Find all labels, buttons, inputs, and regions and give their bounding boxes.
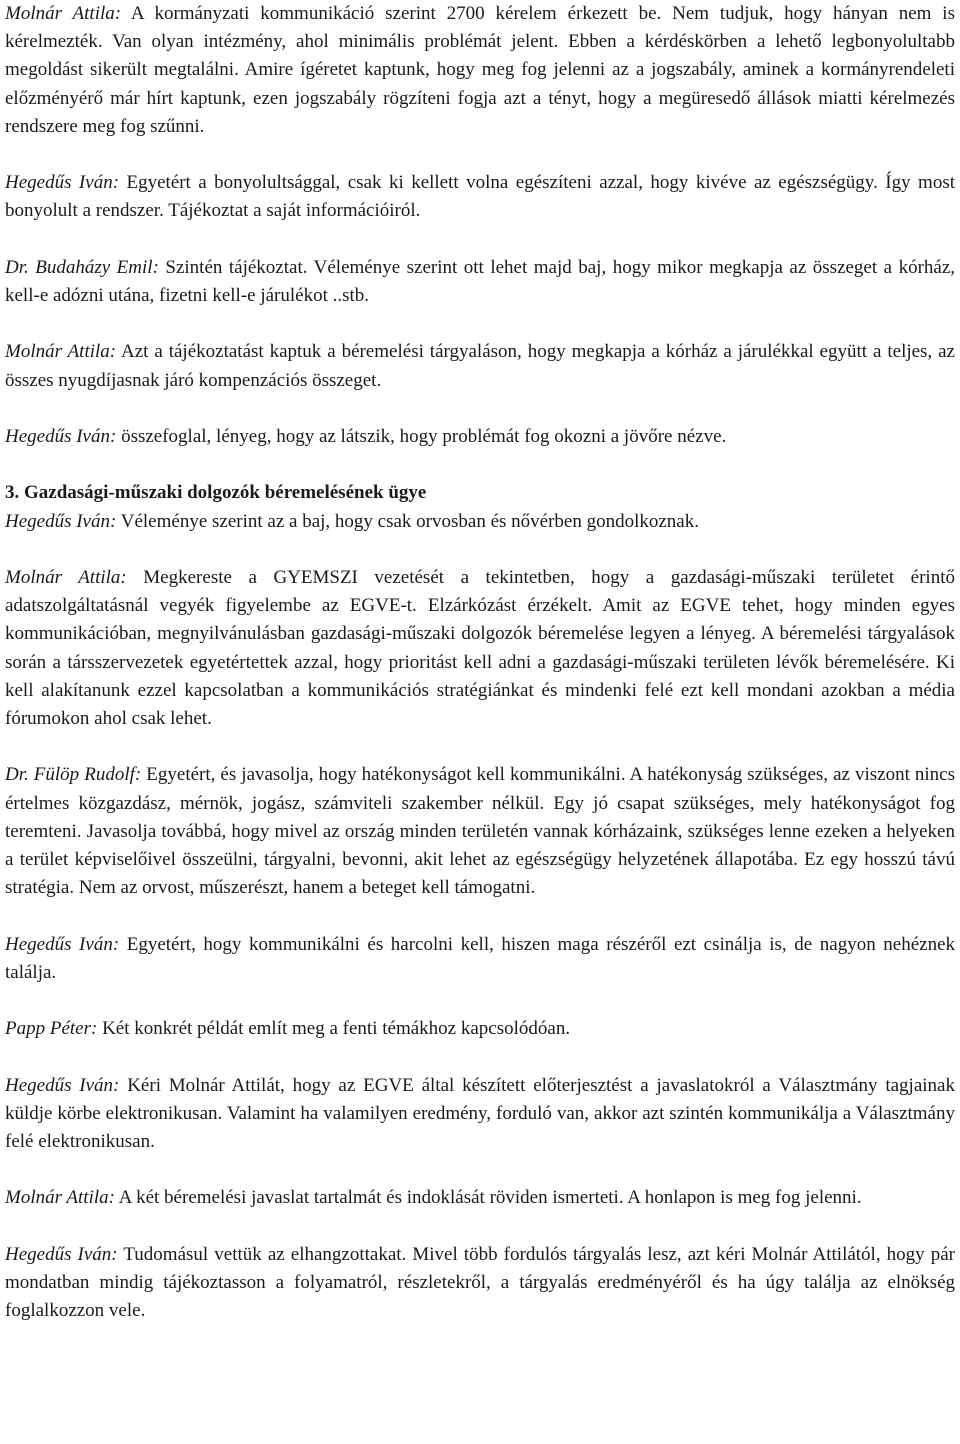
- speaker-name: Molnár Attila:: [5, 566, 127, 588]
- paragraph: [5, 169, 955, 225]
- speaker-name: Molnár Attila:: [5, 3, 122, 24]
- paragraph-text: Tudomásul vettük az elhangzottakat. Mivel több fordulós tárgyalás lesz, azt kéri Molnár Attilától, hogy pár mondatban mindig tájékoztasson a folyamatról, részletekről, a tárgyalás eredményéről és ha úgy találja az elnökség foglalkozzon vele.: [5, 1243, 955, 1322]
- paragraph: [5, 931, 955, 987]
- speaker-name: Molnár Attila:: [5, 341, 117, 363]
- paragraph-text: összefoglal, lényeg, hogy az látszik, hogy problémát fog okozni a jövőre nézve.: [116, 425, 727, 447]
- paragraph-text: A két béremelési javaslat tartalmát és indoklását röviden ismerteti. A honlapon is meg fog jelenni.: [114, 1187, 862, 1209]
- speaker-name: Hegedűs Iván:: [5, 510, 117, 532]
- speaker-name: Hegedűs Iván:: [5, 425, 117, 447]
- paragraph: [5, 761, 955, 902]
- speaker-name: Hegedűs Iván:: [5, 1243, 118, 1265]
- speaker-name: Hegedűs Iván:: [5, 172, 120, 194]
- paragraph: [5, 564, 955, 733]
- paragraph: [5, 1241, 955, 1326]
- paragraph: [5, 0, 955, 141]
- paragraph: [5, 1015, 955, 1043]
- paragraph-text: Egyetért a bonyolultsággal, csak ki kellett volna egészíteni azzal, hogy kivéve az egészségügy. Így most bonyolult a rendszer. Tájékoztat a saját információiról.: [5, 172, 955, 222]
- paragraph: [5, 1184, 955, 1212]
- paragraph-text: Két konkrét példát említ meg a fenti témákhoz kapcsolódóan.: [97, 1018, 571, 1040]
- speaker-name: Molnár Attila:: [5, 1187, 115, 1209]
- document-page: [5, 0, 955, 1325]
- paragraph: [5, 254, 955, 310]
- paragraph-text: Egyetért, hogy kommunikálni és harcolni kell, hiszen maga részéről ezt csinálja is, de nagyon nehéznek találja.: [5, 933, 955, 983]
- speaker-name: Hegedűs Iván:: [5, 933, 120, 955]
- paragraph-text: Véleménye szerint az a baj, hogy csak orvosban és nővérben gondolkoznak.: [116, 510, 699, 532]
- speaker-name: Hegedűs Iván:: [5, 1074, 120, 1096]
- paragraph-text: Azt a tájékoztatást kaptuk a béremelési tárgyaláson, hogy megkapja a kórház a járulékkal együtt a teljes, az összes nyugdíjasnak járó kompenzációs összeget.: [5, 341, 955, 391]
- paragraph-text: A kormányzati kommunikáció szerint 2700 kérelem érkezett be. Nem tudjuk, hogy hányan nem is kérelmezték. Van olyan intézmény, ahol minimális problémát jelent. Ebben a kérdéskörben a lehető legbonyolultabb megoldást sikerült megtalálni. Amire ígéretet kaptunk, hogy meg fog jelenni az a jogszabály, aminek a kormányrendeleti előzményérő már hírt kaptunk, ezen jogszabály rögzíteni fogja azt a tényt, hogy a megüresedő állások miatti kérelmezés rendszere meg fog szűnni.: [5, 3, 955, 137]
- paragraph-text: Szintén tájékoztat. Véleménye szerint ott lehet majd baj, hogy mikor megkapja az összeget a kórház, kell-e adózni utána, fizetni kell-e járulékot ..stb.: [5, 256, 956, 306]
- paragraph-text: Megkereste a GYEMSZI vezetését a tekintetben, hogy a gazdasági-műszaki területet érintő adatszolgáltatásnál vegyék figyelembe az EGVE-t. Elzárkózást érzékelt. Amit az EGVE tehet, hogy minden egyes kommunikációban, megnyilvánulásban gazdasági-műszaki dolgozók béremelése legyen a lényeg. A béremelési tárgyalások során a társszervezetek egyetértettek azzal, hogy prioritást kell adni a gazdasági-műszaki területen lévők béremelésére. Ki kell alakítanunk ezzel kapcsolatban a kommunikációs stratégiánkat és mindenki felé ezt kell mondani azokban a média fórumokon ahol csak lehet.: [5, 566, 955, 729]
- paragraph-text: Kéri Molnár Attilát, hogy az EGVE által készített előterjesztést a javaslatokról a Választmány tagjainak küldje körbe elektronikusan. Valamint ha valamilyen eredmény, forduló van, akkor azt szintén kommunikálja a Választmány felé elektronikusan.: [5, 1074, 955, 1152]
- paragraph: [5, 423, 955, 451]
- paragraph: [5, 508, 955, 536]
- paragraph-text: Egyetért, és javasolja, hogy hatékonyságot kell kommunikálni. A hatékonyság szükséges, az viszont nincs értelmes közgazdász, mérnök, jogász, számviteli szakember nélkül. Egy jó csapat szükséges, mely hatékonyságot fog teremteni. Javasolja továbbá, hogy mivel az ország minden területén vannak kórházaink, szükséges lenne ezeken a helyeken a terület képviselőivel összeülni, tárgyalni, bevonni, akit lehet az egészségügy helyzetének állapotába. Ez egy hosszú távú stratégia. Nem az orvost, műszerészt, hanem a beteget kell támogatni.: [5, 764, 956, 899]
- paragraph: [5, 1072, 955, 1157]
- speaker-name: Dr. Fülöp Rudolf:: [5, 764, 142, 786]
- speaker-name: Dr. Budaházy Emil:: [5, 256, 159, 278]
- paragraph: [5, 338, 955, 394]
- speaker-name: Papp Péter:: [5, 1018, 98, 1040]
- section-heading: 3. Gazdasági-műszaki dolgozók béremelésének ügye: [5, 482, 427, 504]
